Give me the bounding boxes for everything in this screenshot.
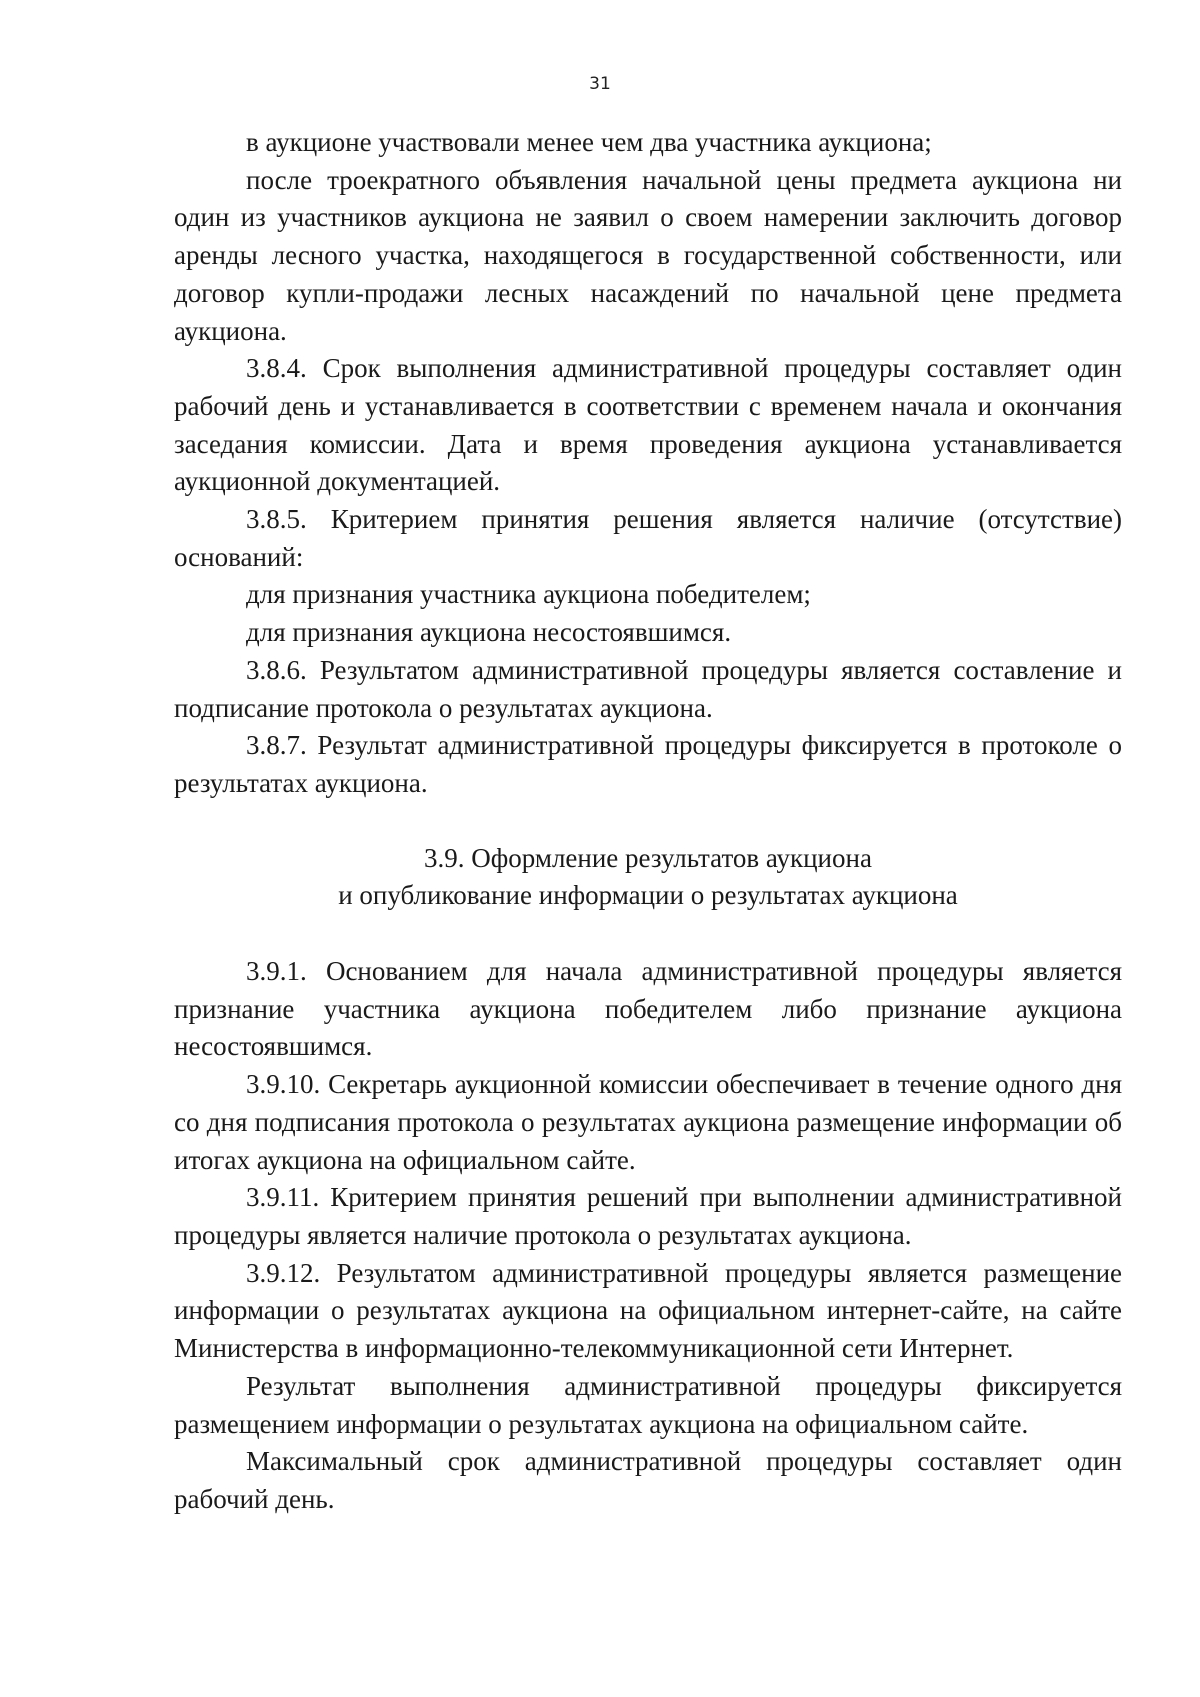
paragraph-3-9-12: 3.9.12. Результатом административной процедуры является размещение информации о результатах аукциона на официальном интернет-сайте, на сайте Министерства в информационно-телекоммуникационной сети Интернет. — [174, 1257, 1122, 1364]
paragraph: для признания участника аукциона победителем; — [246, 579, 811, 610]
page-number: 31 — [589, 74, 611, 94]
paragraph-3-8-4: 3.8.4. Срок выполнения административной процедуры составляет один рабочий день и устанавливается в соответствии с временем начала и окончания заседания комиссии. Дата и время проведения аукциона устанавливается аукционной документацией. — [174, 353, 1122, 497]
section-heading — [174, 840, 1122, 915]
paragraph-3-9-10: 3.9.10. Секретарь аукционной комиссии обеспечивает в течение одного дня со дня подписания протокола о результатах аукциона размещение информации об итогах аукциона на официальном сайте. — [174, 1069, 1122, 1175]
paragraph-3-9-1: 3.9.1. Основанием для начала административной процедуры является признание участника аукциона победителем либо признание аукциона несостоявшимся. — [174, 956, 1122, 1062]
section-body — [174, 953, 1122, 1519]
paragraph: после троекратного объявления начальной цены предмета аукциона ни один из участников аукциона не заявил о своем намерении заключить договор аренды лесного участка, находящегося в государственной собственности, или договор купли-продажи лесных насаждений по начальной цене предмета аукциона. — [174, 164, 1122, 346]
paragraph: Результат выполнения административной процедуры фиксируется размещением информации о результатах аукциона на официальном сайте. — [174, 1370, 1122, 1439]
paragraph: в аукционе участвовали менее чем два участника аукциона; — [246, 127, 932, 157]
section-heading-line-1: 3.9. Оформление результатов аукциона — [424, 842, 872, 873]
paragraph: Максимальный срок административной процедуры составляет один рабочий день. — [174, 1446, 1122, 1514]
paragraph-3-8-5: 3.8.5. Критерием принятия решения является наличие (отсутствие) оснований: — [174, 504, 1122, 572]
section-heading-line-2: и опубликование информации о результатах аукциона — [338, 880, 958, 911]
document-body — [174, 124, 1122, 1519]
paragraph-3-8-6: 3.8.6. Результатом административной процедуры является составление и подписание протокола о результатах аукциона. — [174, 654, 1122, 723]
paragraph: для признания аукциона несостоявшимся. — [246, 617, 732, 648]
paragraph-3-8-7: 3.8.7. Результат административной процедуры фиксируется в протоколе о результатах аукциона. — [174, 730, 1122, 798]
paragraph-3-9-11: 3.9.11. Критерием принятия решений при выполнении административной процедуры является наличие протокола о результатах аукциона. — [174, 1182, 1122, 1250]
